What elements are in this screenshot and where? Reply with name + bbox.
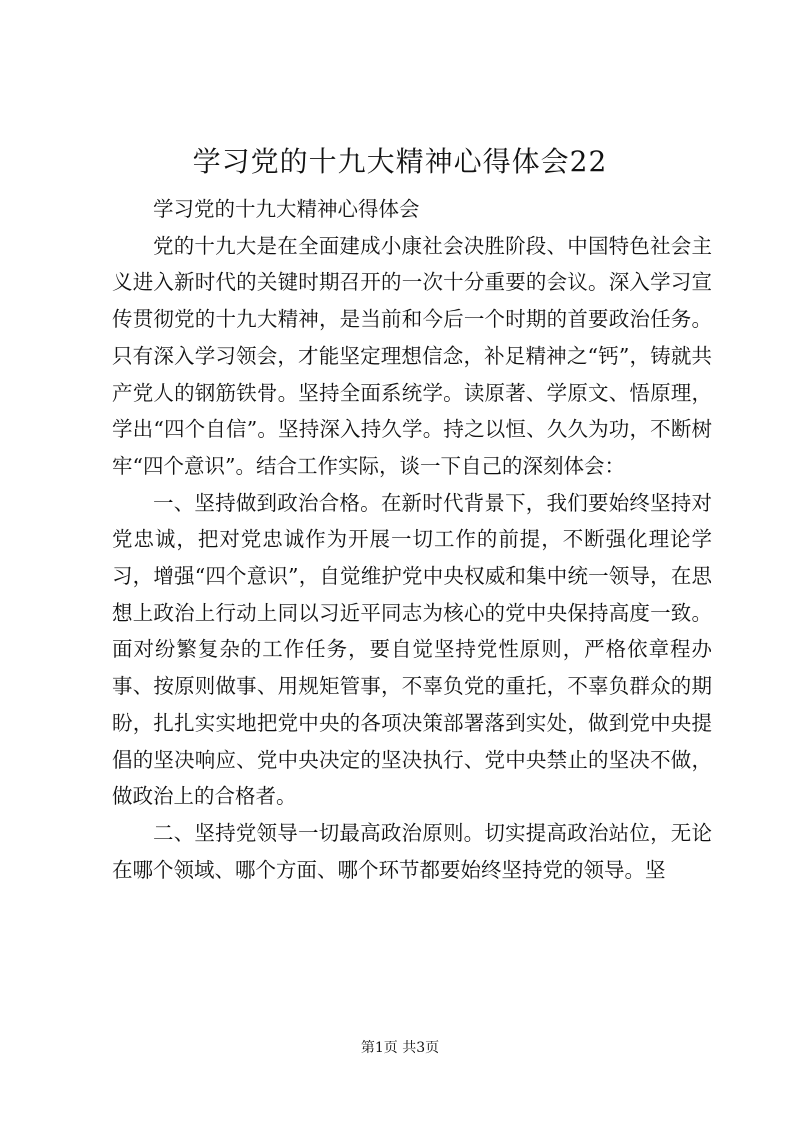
paragraph-intro: 党的十九大是在全面建成小康社会决胜阶段、中国特色社会主义进入新时代的关键时期召开的一次十分重要的会议。深入学习宣传贯彻党的十九大精神，是当前和今后一个时期的首要政治任务。只有深入学习领会，才能坚定理想信念，补足精神之“钙”，铸就共产党人的钢筋铁骨。坚持全面系统学。读原著、学原文、悟原理，学出“四个自信”。坚持深入持久学。持之以恒、久久为功，不断树牢“四个意识”。结合工作实际，谈一下自己的深刻体会：	[112, 233, 712, 478]
document-body	[112, 191, 712, 888]
paragraph-point-two: 二、坚持党领导一切最高政治原则。切实提高政治站位，无论在哪个领域、哪个方面、哪个环节都要始终坚持党的领导。坚	[112, 820, 712, 882]
paragraph-point-one: 一、坚持做到政治合格。在新时代背景下，我们要始终坚持对党忠诚，把对党忠诚作为开展一切工作的前提，不断强化理论学习，增强“四个意识”，自觉维护党中央权威和集中统一领导，在思想上政治上行动上同以习近平同志为核心的党中央保持高度一致。面对纷繁复杂的工作任务，要自觉坚持党性原则，严格依章程办事、按原则做事、用规矩管事，不辜负党的重托，不辜负群众的期盼，扎扎实实地把党中央的各项决策部署落到实处，做到党中央提倡的坚决响应、党中央决定的坚决执行、党中央禁止的坚决不做，做政治上的合格者。	[112, 490, 712, 809]
page-footer	[0, 1038, 800, 1058]
document-title: 学习党的十九大精神心得体会22	[192, 145, 608, 178]
page-number-indicator: 第1页 共3页	[360, 1040, 440, 1056]
document-subtitle: 学习党的十九大精神心得体会	[153, 197, 420, 221]
